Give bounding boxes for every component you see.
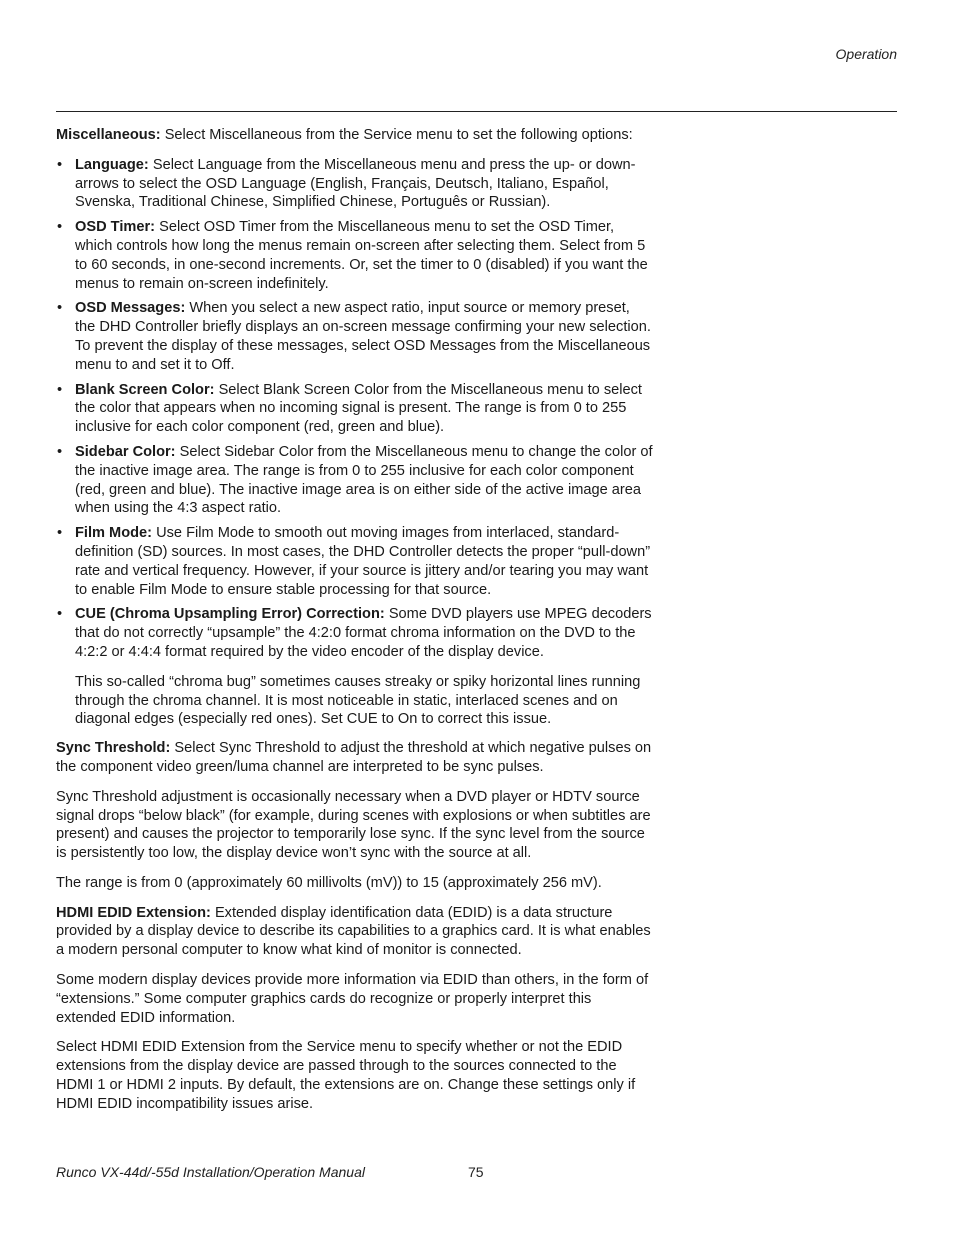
hdmi-paragraph-3: Select HDMI EDID Extension from the Service menu to specify whether or not the EDID extensions from the display device are passed through to the sources connected to the HDMI 1 or HDMI 2 inputs. By default, the extensions are on. Change these settings only if HDMI EDID incompatibility issues arise. xyxy=(56,1039,636,1112)
hdmi-intro xyxy=(56,904,654,960)
item-text: When you select a new aspect ratio, input source or memory preset, the DHD Controller briefly displays an on-screen message confirming your new selection. To prevent the display of these messages, select OSD Messages from the Miscellaneous menu to and set it to Off. xyxy=(75,300,651,373)
item-text: Select OSD Timer from the Miscellaneous menu to set the OSD Timer, which controls how long the menus remain on-screen after selecting them. Select from 5 to 60 seconds, in one-second increments. Or, set the timer to 0 (disabled) if you want the menus to remain on-screen indefinitely. xyxy=(75,219,648,292)
sync-paragraph-2: Sync Threshold adjustment is occasionally necessary when a DVD player or HDTV source signal drops “below black” (for example, during scenes with explosions or when subtitles are present) and causes the projector to temporarily lose sync. If the sync level from the source is persistently too low, the display device won’t sync with the source at all. xyxy=(56,788,651,862)
item-text: Select Blank Screen Color from the Miscellaneous menu to select the color that appears when no incoming signal is present. The range is from 0 to 255 inclusive for each color component (red, green and blue). xyxy=(75,381,642,436)
bullet-icon: • xyxy=(57,525,63,542)
sync-paragraph-3: The range is from 0 (approximately 60 millivolts (mV)) to 15 (approximately 256 mV). xyxy=(56,874,602,891)
list-item-osd-timer xyxy=(56,218,654,293)
item-text: Select Sidebar Color from the Miscellaneous menu to change the color of the inactive image area. The range is from 0 to 255 inclusive for each color component (red, green and blue). The inactive image area is on either side of the active image area when using the 4:3 aspect ratio. xyxy=(75,443,653,517)
item-label: Language: xyxy=(75,156,149,173)
sync-label: Sync Threshold: xyxy=(56,740,171,757)
item-label: Blank Screen Color: xyxy=(75,381,215,398)
list-item-language xyxy=(56,156,654,212)
misc-label: Miscellaneous: xyxy=(56,127,161,143)
cue-note: This so-called “chroma bug” sometimes causes streaky or spiky horizontal lines running through the chroma channel. It is most noticeable in static, interlaced scenes and on diagonal edges (especially red ones). Set CUE to On to correct this issue. xyxy=(75,673,641,728)
hdmi-paragraph-2: Some modern display devices provide more information via EDID than others, in the form of “extensions.” Some computer graphics cards do recognize or properly interpret this extended EDID information. xyxy=(56,972,649,1026)
list-item-film-mode xyxy=(56,524,654,599)
item-label: CUE (Chroma Upsampling Error) Correction: xyxy=(75,606,385,623)
item-label: OSD Messages: xyxy=(75,300,186,317)
header-rule xyxy=(56,111,897,112)
item-label: OSD Timer: xyxy=(75,219,156,236)
bullet-icon: • xyxy=(57,606,63,623)
list-item-sidebar-color xyxy=(56,443,654,518)
misc-text: Select Miscellaneous from the Service menu to set the following options: xyxy=(164,127,633,143)
item-text: Select Language from the Miscellaneous menu and press the up- or down-arrows to select the OSD Language (English, Français, Deutsch, Italiano, Español, Svenska, Traditional Chinese, Simplified Chinese, Português or Russian). xyxy=(75,156,636,211)
misc-intro xyxy=(56,126,654,145)
bullet-icon: • xyxy=(57,156,63,173)
page-number: 75 xyxy=(468,1164,484,1180)
item-label: Film Mode: xyxy=(75,525,153,542)
item-text: Use Film Mode to smooth out moving images from interlaced, standard-definition (SD) sources. In most cases, the DHD Controller detects the proper “pull-down” rate and vertical frequency. However, if your source is jittery and/or tearing you may want to enable Film Mode to ensure stable processing for that source. xyxy=(75,525,651,598)
sync-intro xyxy=(56,739,654,777)
list-item-cue-correction xyxy=(56,605,654,729)
bullet-icon: • xyxy=(57,443,63,460)
list-item-blank-screen-color xyxy=(56,381,654,437)
misc-options-list xyxy=(56,156,654,729)
hdmi-text: Extended display identification data (EDID) is a data structure provided by a display device to describe its capabilities to a graphics card. It is what enables a modern personal computer to know what kind of monitor is connected. xyxy=(56,904,651,959)
list-item-osd-messages xyxy=(56,299,654,374)
hdmi-label: HDMI EDID Extension: xyxy=(56,904,211,921)
bullet-icon: • xyxy=(57,219,63,236)
footer-manual-title: Runco VX-44d/-55d Installation/Operation Manual xyxy=(56,1164,365,1180)
item-text: Some DVD players use MPEG decoders that do not correctly “upsample” the 4:2:0 format chroma information on the DVD to the 4:2:2 or 4:4:4 format required by the video encoder of the display device. xyxy=(75,606,652,660)
running-header: Operation xyxy=(835,46,897,62)
bullet-icon: • xyxy=(57,300,63,317)
bullet-icon: • xyxy=(57,381,63,398)
page-content xyxy=(56,126,654,1125)
sync-text: Select Sync Threshold to adjust the threshold at which negative pulses on the component video green/luma channel are interpreted to be sync pulses. xyxy=(56,740,652,775)
item-label: Sidebar Color: xyxy=(75,443,176,460)
